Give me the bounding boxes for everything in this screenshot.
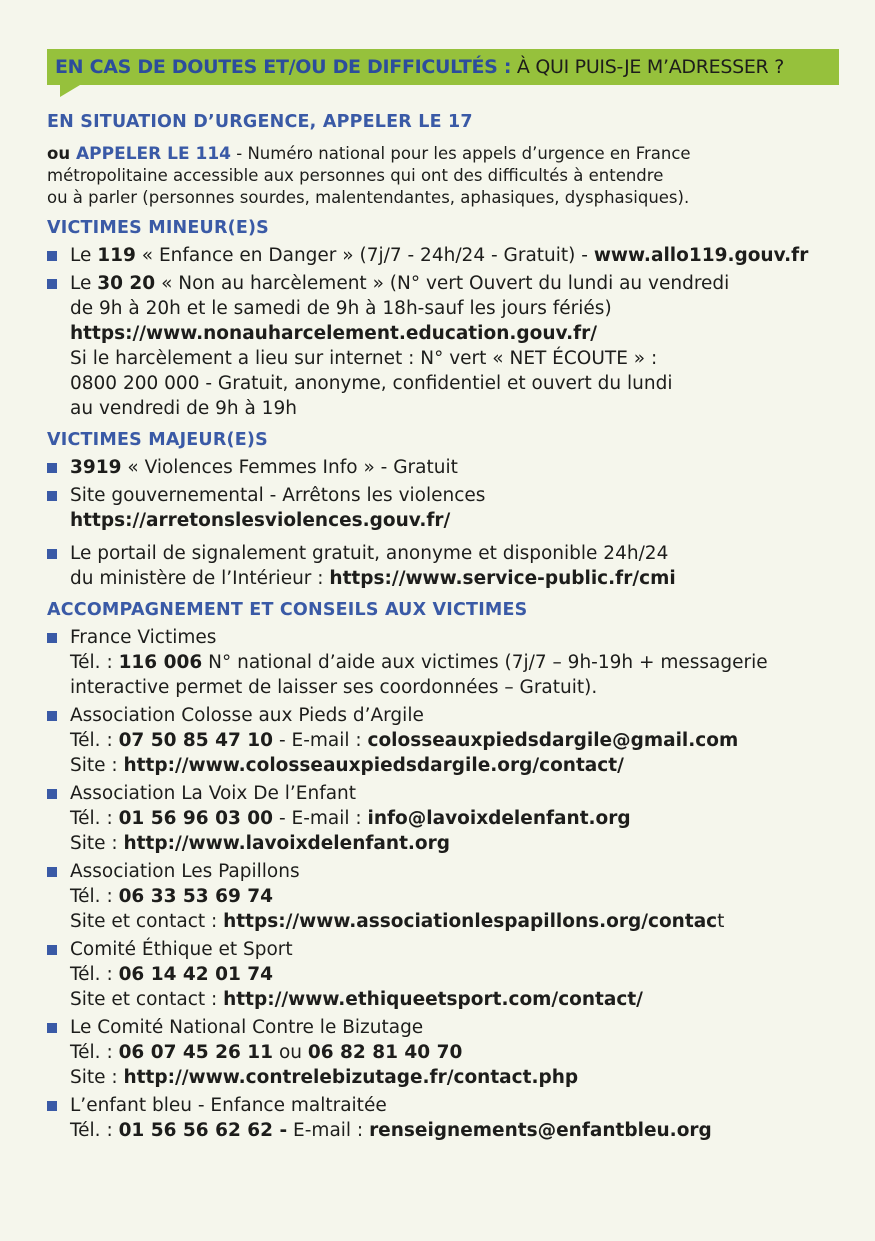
text: 0800 200 000 - Gratuit, anonyme, confidentiel et ouvert du lundi	[70, 373, 673, 394]
email-link[interactable]: info@lavoixdelenfant.org	[367, 808, 631, 829]
org-name: Association Les Papillons	[70, 861, 300, 882]
text: Tél. :	[70, 730, 119, 751]
text: au vendredi de 9h à 19h	[70, 398, 297, 419]
list-item	[47, 455, 837, 480]
org-name: Le Comité National Contre le Bizutage	[70, 1017, 424, 1038]
bullet-square-icon	[47, 279, 57, 289]
phone: 01 56 56 62 62 -	[118, 1120, 288, 1141]
email-link[interactable]: renseignements@enfantbleu.org	[369, 1120, 712, 1141]
bullet-square-icon	[47, 711, 57, 721]
text: Tél. :	[70, 1120, 119, 1141]
phone: 01 56 96 03 00	[118, 808, 274, 829]
bullet-square-icon	[47, 491, 57, 501]
email-link[interactable]: colosseauxpiedsdargile@gmail.com	[367, 730, 739, 751]
urgence-line-2: métropolitaine accessible aux personnes qui ont des difficultés à entendre	[47, 166, 664, 185]
list-item	[47, 271, 837, 421]
bullet-square-icon	[47, 1023, 57, 1033]
heading-urgence: EN SITUATION D’URGENCE, APPELER LE 17	[47, 112, 473, 132]
bullet-square-icon	[47, 549, 57, 559]
list-item	[47, 1093, 837, 1143]
text: Le portail de signalement gratuit, anonyme et disponible 24h/24	[70, 543, 669, 564]
phone: 07 50 85 47 10	[118, 730, 274, 751]
banner-pointer	[60, 85, 80, 97]
list-item	[47, 781, 837, 856]
site-link[interactable]: http://www.ethiqueetsport.com/contact/	[223, 989, 643, 1010]
site-link[interactable]: http://www.colosseauxpiedsdargile.org/contact/	[123, 755, 624, 776]
list-item	[47, 703, 837, 778]
text: Le	[70, 273, 98, 294]
accompagnement-list	[47, 625, 837, 1143]
ou-label: ou	[47, 144, 71, 163]
bullet-square-icon	[47, 1101, 57, 1111]
text: Tél. :	[70, 1042, 119, 1063]
list-item	[47, 1015, 837, 1090]
text: E-mail :	[287, 1120, 370, 1141]
site-link[interactable]: http://www.lavoixdelenfant.org	[123, 833, 451, 854]
link-service-public[interactable]: https://www.service-public.fr/cmi	[329, 568, 676, 589]
heading-accompagnement: ACCOMPAGNEMENT ET CONSEILS AUX VICTIMES	[47, 600, 528, 620]
phone: 06 82 81 40 70	[307, 1042, 463, 1063]
heading-mineurs: VICTIMES MINEUR(E)S	[47, 218, 269, 238]
text: Site gouvernemental - Arrêtons les violences	[70, 485, 486, 506]
text: - E-mail :	[273, 808, 368, 829]
urgence-text-1: - Numéro national pour les appels d’urgence en France	[231, 144, 691, 163]
header-banner	[47, 49, 839, 85]
text: N° national d’aide aux victimes (7j/7 – 9h-19h + messagerie	[202, 652, 768, 673]
text: du ministère de l’Intérieur :	[70, 568, 330, 589]
mineurs-list	[47, 243, 837, 421]
text: « Violences Femmes Info » - Gratuit	[121, 457, 458, 478]
urgence-line-3: ou à parler (personnes sourdes, malentendantes, aphasiques, dysphasiques).	[47, 188, 690, 207]
org-name: France Victimes	[70, 627, 217, 648]
site-link[interactable]: http://www.contrelebizutage.fr/contact.php	[123, 1067, 579, 1088]
text: Site et contact :	[70, 911, 224, 932]
list-item	[47, 541, 837, 591]
text: Tél. :	[70, 964, 119, 985]
banner-title-bold: EN CAS DE DOUTES ET/OU DE DIFFICULTÉS :	[55, 56, 512, 78]
bullet-square-icon	[47, 945, 57, 955]
text: Site :	[70, 1067, 124, 1088]
list-item	[47, 859, 837, 934]
phone: 06 33 53 69 74	[118, 886, 274, 907]
phone-119: 119	[97, 245, 136, 266]
text: Tél. :	[70, 886, 119, 907]
site-link[interactable]: https://www.associationlespapillons.org/contac	[223, 911, 718, 932]
text: t	[717, 911, 725, 932]
bullet-square-icon	[47, 463, 57, 473]
text: « Non au harcèlement » (N° vert Ouvert du lundi au vendredi	[155, 273, 730, 294]
majeurs-list	[47, 455, 837, 591]
urgence-paragraph	[47, 143, 837, 209]
link-nonauharcelement[interactable]: https://www.nonauharcelement.education.gouv.fr/	[70, 323, 598, 344]
org-name: Comité Éthique et Sport	[70, 939, 293, 960]
text: « Enfance en Danger » (7j/7 - 24h/24 - Gratuit) -	[135, 245, 594, 266]
appel-114: APPELER LE 114	[70, 144, 232, 164]
urgence-line-1	[47, 143, 837, 165]
link-allo119[interactable]: www.allo119.gouv.fr	[593, 245, 809, 266]
heading-majeurs: VICTIMES MAJEUR(E)S	[47, 430, 268, 450]
bullet-square-icon	[47, 633, 57, 643]
phone-3919: 3919	[70, 457, 122, 478]
bullet-square-icon	[47, 251, 57, 261]
phone: 116 006	[118, 652, 203, 673]
text: Le	[70, 245, 98, 266]
text: interactive permet de laisser ses coordonnées – Gratuit).	[70, 677, 598, 698]
org-name: Association La Voix De l’Enfant	[70, 783, 357, 804]
bullet-square-icon	[47, 867, 57, 877]
phone: 06 14 42 01 74	[118, 964, 274, 985]
list-item	[47, 937, 837, 1012]
banner-title-question: À QUI PUIS-JE M’ADRESSER ?	[511, 56, 784, 78]
text: Site et contact :	[70, 989, 224, 1010]
text: - E-mail :	[273, 730, 368, 751]
phone-3020: 30 20	[97, 273, 156, 294]
list-item	[47, 243, 837, 268]
org-name: Association Colosse aux Pieds d’Argile	[70, 705, 424, 726]
bullet-square-icon	[47, 789, 57, 799]
list-item	[47, 625, 837, 700]
link-arretonslesviolences[interactable]: https://arretonslesviolences.gouv.fr/	[70, 510, 451, 531]
list-item	[47, 483, 837, 533]
phone: 06 07 45 26 11	[118, 1042, 274, 1063]
banner-title	[55, 56, 784, 78]
text: Tél. :	[70, 652, 119, 673]
text: Si le harcèlement a lieu sur internet : N° vert « NET ÉCOUTE » :	[70, 348, 658, 369]
text: de 9h à 20h et le samedi de 9h à 18h-sauf les jours fériés)	[70, 298, 612, 319]
text: Site :	[70, 833, 124, 854]
document-body	[47, 109, 837, 1146]
org-name: L’enfant bleu - Enfance maltraitée	[70, 1095, 387, 1116]
text: Tél. :	[70, 808, 119, 829]
text: ou	[273, 1042, 308, 1063]
text: Site :	[70, 755, 124, 776]
